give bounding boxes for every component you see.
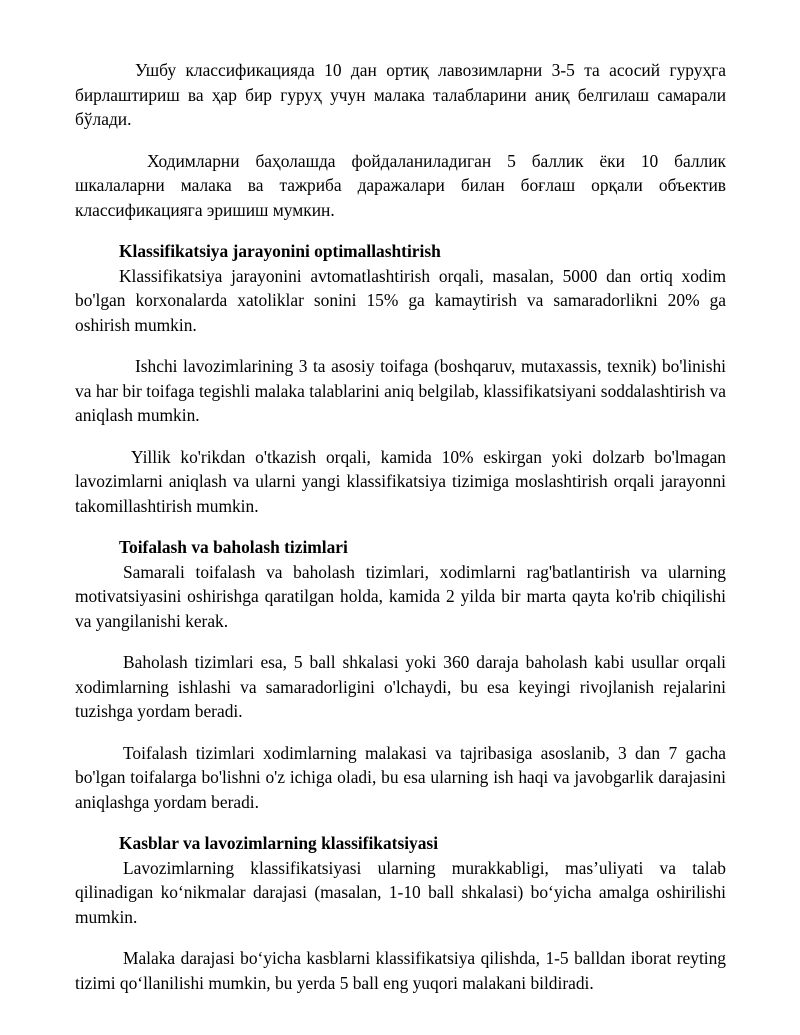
section-heading: Kasblar va lavozimlarning klassifikatsiyasi [119,833,439,853]
paragraph: Baholash tizimlari esa, 5 ball shkalasi yoki 360 daraja baholash kabi usullar orqali xodimlarning ishlashi va samaradorligini o'lchaydi, bu esa keyingi rivojlanish rejalarini tuzishga yordam beradi. [75,652,726,721]
paragraph-cyrillic-2: Ходимларни баҳолашда фойдаланиладиган 5 баллик ёки 10 баллик шкалаларни малака ва тажриба даражалари билан боғлаш орқали объектив классификацияга эришиш мумкин. [75,150,726,220]
paragraph: Malaka darajasi bo‘yicha kasblarni klassifikatsiya qilishda, 1-5 balldan iborat reyting tizimi qo‘llanilishi mumkin, bu yerda 5 ball eng yuqori malakani bildiradi. [75,948,726,993]
paragraph: Klassifikatsiya jarayonini avtomatlashtirish orqali, masalan, 5000 dan ortiq xodim bo'lgan korxonalarda xatoliklar sonini 15% ga kamaytirish va samaradorlikni 20% ga oshirish mumkin. [75,265,726,335]
section-categorization-evaluation [75,535,726,814]
paragraph: Lavozimlarning klassifikatsiyasi ularning murakkabligi, mas’uliyati va talab qilinadigan ko‘nikmalar darajasi (masalan, 1-10 ball shkalasi) bo‘yicha amalga oshirilishi mumkin. [75,857,726,927]
paragraph: Ishchi lavozimlarining 3 ta asosiy toifaga (boshqaruv, mutaxassis, texnik) bo'linishi va har bir toifaga tegishli malaka talablarini aniq belgilab, klassifikatsiyani soddalashtirish va aniqlash mumkin. [75,356,726,425]
paragraph-cyrillic-1: Ушбу классификацияда 10 дан ортиқ лавозимларни 3-5 та асосий гуруҳга бирлаштириш ва ҳар бир гуруҳ учун малака талабларини аниқ белгилаш самарали бўлади. [75,60,726,129]
section-heading: Klassifikatsiya jarayonini optimallashtirish [119,241,441,261]
section-professions-classification [75,831,726,995]
paragraph: Yillik ko'rikdan o'tkazish orqali, kamida 10% eskirgan yoki dolzarb bo'lmagan lavozimlarni aniqlash va ularni yangi klassifikatsiya tizimiga moslashtirish orqali jarayonni takomillashtirish mumkin. [75,446,726,516]
paragraph: Samarali toifalash va baholash tizimlari, xodimlarni rag'batlantirish va ularning motivatsiyasini oshirishga qaratilgan holda, kamida 2 yilda bir marta qayta ko'rib chiqilishi va yangilanishi kerak. [75,561,726,631]
section-classification-optimization [75,239,726,518]
paragraph: Toifalash tizimlari xodimlarning malakasi va tajribasiga asoslanib, 3 dan 7 gacha bo'lgan toifalarga bo'lishni o'z ichiga oladi, bu esa ularning ish haqi va javobgarlik darajasini aniqlashga yordam beradi. [75,742,726,812]
section-heading: Toifalash va baholash tizimlari [119,537,348,557]
document-page [75,58,726,1012]
